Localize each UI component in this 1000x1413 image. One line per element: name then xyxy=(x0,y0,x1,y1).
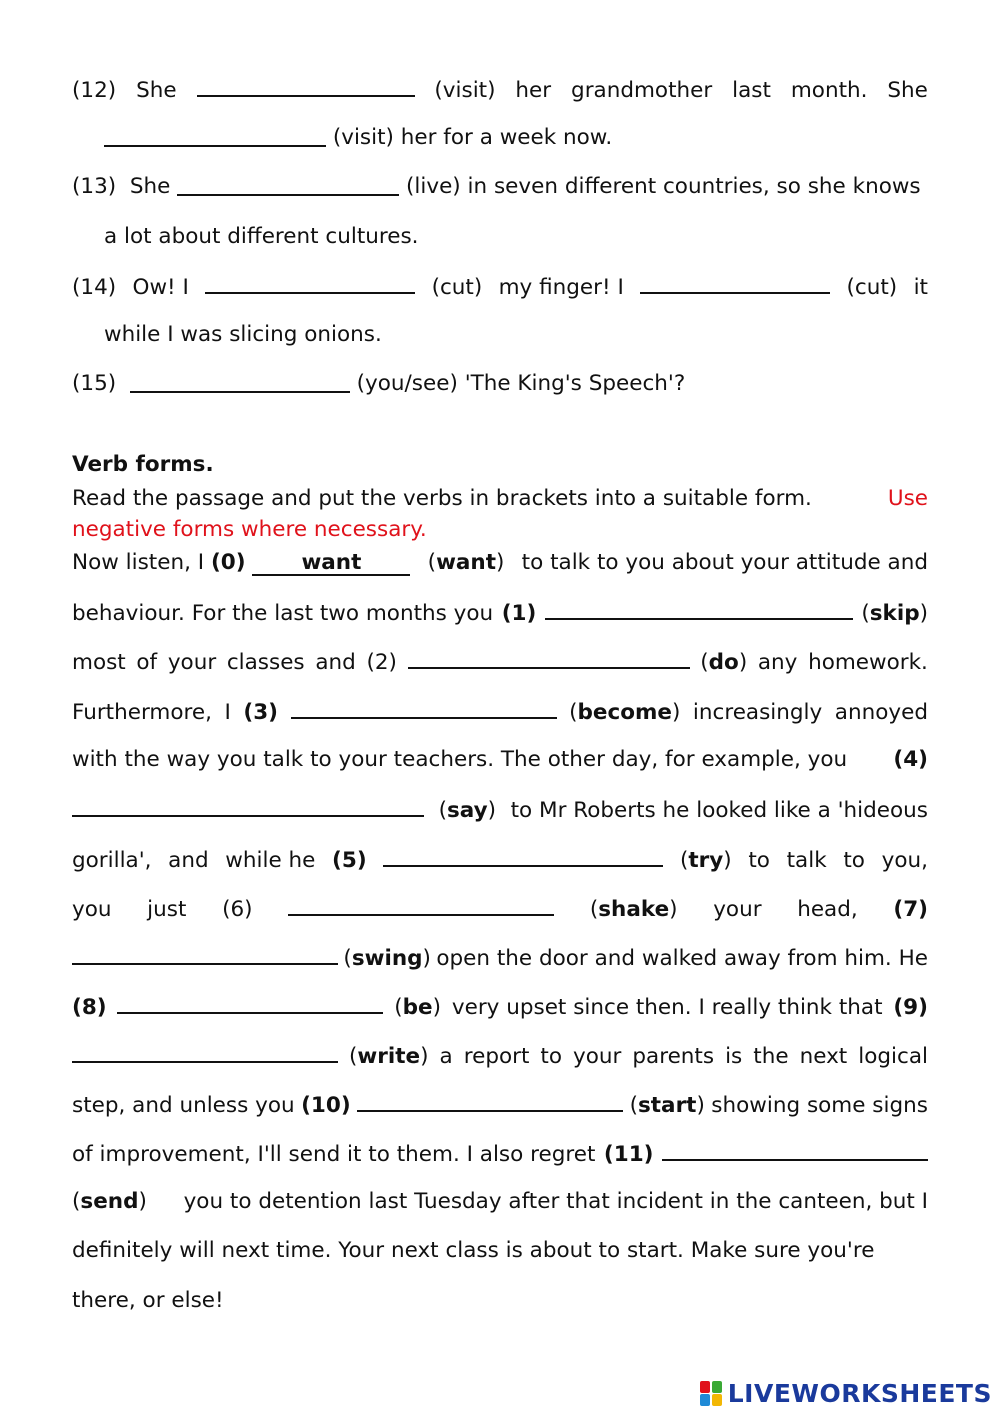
answer-blank-9[interactable] xyxy=(72,1040,338,1063)
q15-blank[interactable] xyxy=(130,370,350,393)
passage-line-10: (8) (be) very upset since then. I really think that (9) xyxy=(72,991,928,1023)
q13-number: (13) xyxy=(72,174,117,199)
q15-line: (15) (you/see) 'The King's Speech'? xyxy=(72,371,686,396)
passage-line-9: (swing) open the door and walked away from him. He xyxy=(72,942,928,974)
answer-blank-5[interactable] xyxy=(383,844,663,867)
example-answer: want xyxy=(252,552,410,576)
liveworksheets-logo-icon xyxy=(700,1379,724,1407)
q12-blank-2[interactable] xyxy=(104,124,326,147)
q12-line2: (visit) her for a week now. xyxy=(104,123,928,153)
passage-line-11: (write) a report to your parents is the next logical xyxy=(72,1040,928,1072)
passage-line-14: (send) you to detention last Tuesday after that incident in the canteen, but I xyxy=(72,1189,928,1214)
q13-line1: (13) She (live) in seven different countries, so she knows xyxy=(72,174,921,199)
passage-line-2: behaviour. For the last two months you (1) (skip) xyxy=(72,597,928,629)
answer-blank-6[interactable] xyxy=(288,893,554,916)
passage-line-13: of improvement, I'll send it to them. I also regret (11) xyxy=(72,1138,928,1170)
passage-line-1: Now listen, I (0) want (want) to talk to you about your attitude and xyxy=(72,550,928,575)
passage-line-16: there, or else! xyxy=(72,1288,224,1313)
instructions-line1: Read the passage and put the verbs in brackets into a suitable form. Use xyxy=(72,486,928,511)
q14-line1: (14) Ow! I (cut) my finger! I (cut) it xyxy=(72,271,928,303)
passage-line-8: you just (6) (shake) your head, (7) xyxy=(72,893,928,925)
passage-line-6: (say) to Mr Roberts he looked like a 'hideous xyxy=(72,794,928,826)
answer-blank-4[interactable] xyxy=(72,794,424,817)
q14-blank-2[interactable] xyxy=(640,271,830,294)
liveworksheets-logo-text: LIVEWORKSHEETS xyxy=(727,1378,992,1408)
q15-number: (15) xyxy=(72,371,117,396)
q14-number: (14) xyxy=(72,275,117,300)
passage-line-3: most of your classes and (2) (do) any homework. xyxy=(72,646,928,678)
passage-line-12: step, and unless you (10) (start) showing some signs xyxy=(72,1089,928,1121)
passage-line-5: with the way you talk to your teachers. The other day, for example, you (4) xyxy=(72,747,928,772)
section-title: Verb forms. xyxy=(72,452,214,477)
q13-line2: a lot about different cultures. xyxy=(104,224,419,249)
liveworksheets-logo xyxy=(700,1376,992,1410)
passage-line-7: gorilla', and while he (5) (try) to talk to you, xyxy=(72,844,928,876)
passage-line-4: Furthermore, I (3) (become) increasingly annoyed xyxy=(72,696,928,728)
instructions-line2: negative forms where necessary. xyxy=(72,517,427,542)
answer-blank-2[interactable] xyxy=(408,646,690,669)
q14-blank-1[interactable] xyxy=(205,271,415,294)
q12-blank-1[interactable] xyxy=(197,74,415,97)
answer-blank-3[interactable] xyxy=(291,696,557,719)
q13-blank[interactable] xyxy=(177,173,399,196)
q14-line2: while I was slicing onions. xyxy=(104,322,382,347)
q12-number: (12) xyxy=(72,78,117,103)
answer-blank-11[interactable] xyxy=(662,1138,928,1161)
answer-blank-7[interactable] xyxy=(72,942,338,965)
answer-blank-8[interactable] xyxy=(117,991,383,1014)
q12-line1: (12) She (visit) her grandmother last month. She xyxy=(72,74,928,106)
answer-blank-10[interactable] xyxy=(357,1089,623,1112)
passage-line-15: definitely will next time. Your next class is about to start. Make sure you're xyxy=(72,1238,875,1263)
answer-blank-1[interactable] xyxy=(545,597,853,620)
